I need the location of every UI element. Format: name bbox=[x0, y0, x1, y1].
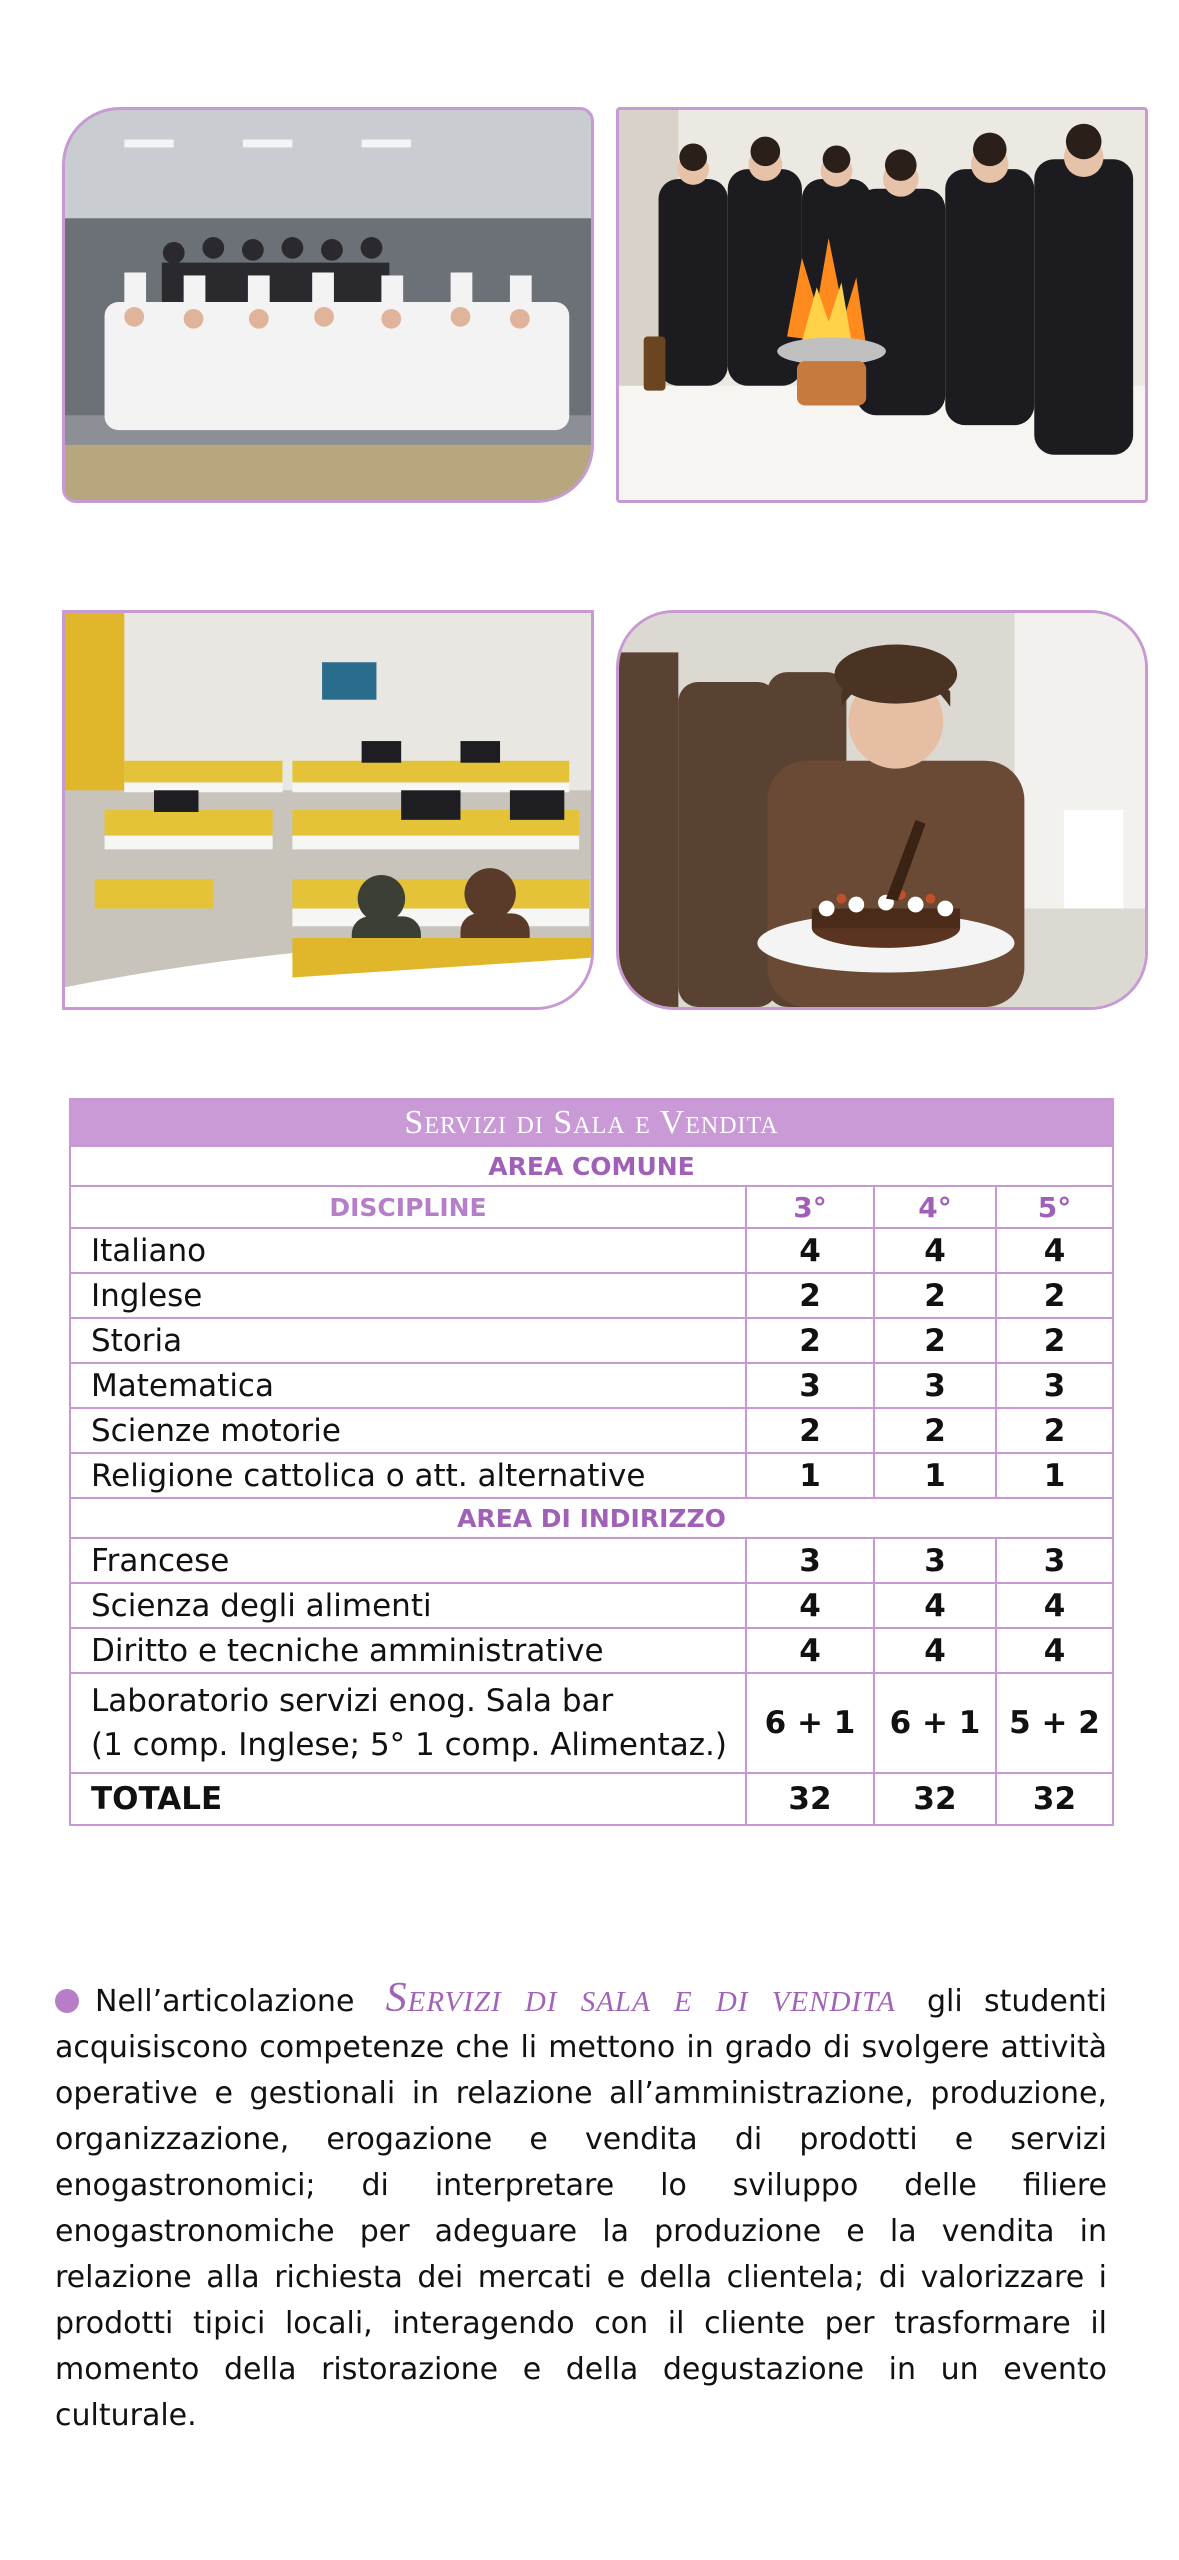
hours-year5: 5 + 2 bbox=[996, 1673, 1113, 1773]
subject-name: Inglese bbox=[70, 1273, 746, 1318]
subject-name: Religione cattolica o att. alternative bbox=[70, 1453, 746, 1498]
total-year5: 32 bbox=[996, 1773, 1113, 1825]
table-row bbox=[70, 1228, 1113, 1273]
total-label: TOTALE bbox=[70, 1773, 746, 1825]
hours-year4: 4 bbox=[874, 1228, 996, 1273]
hours-year5: 4 bbox=[996, 1228, 1113, 1273]
hours-year5: 3 bbox=[996, 1538, 1113, 1583]
subject-name: Francese bbox=[70, 1538, 746, 1583]
table-title: Servizi di Sala e Vendita bbox=[70, 1099, 1113, 1146]
description-paragraph bbox=[55, 1975, 1107, 2439]
hours-year3: 3 bbox=[746, 1363, 874, 1408]
subject-name: Storia bbox=[70, 1318, 746, 1363]
photo-flambe-service bbox=[616, 107, 1148, 503]
year5-header: 5° bbox=[996, 1186, 1113, 1228]
year4-header: 4° bbox=[874, 1186, 996, 1228]
hours-year5: 4 bbox=[996, 1628, 1113, 1673]
table-row-lab bbox=[70, 1673, 1113, 1773]
photo-kitchen-brigade bbox=[62, 107, 594, 503]
area-indirizzo-label: AREA DI INDIRIZZO bbox=[70, 1498, 1113, 1538]
hours-year4: 4 bbox=[874, 1628, 996, 1673]
hours-year4: 6 + 1 bbox=[874, 1673, 996, 1773]
hours-year5: 4 bbox=[996, 1583, 1113, 1628]
hours-year3: 2 bbox=[746, 1273, 874, 1318]
description-lead: Nell’articolazione bbox=[95, 1984, 355, 2019]
table-total-row bbox=[70, 1773, 1113, 1825]
area-comune-label: AREA COMUNE bbox=[70, 1146, 1113, 1186]
bullet-dot-icon bbox=[55, 1989, 79, 2013]
table-row bbox=[70, 1363, 1113, 1408]
subject-name: Scienza degli alimenti bbox=[70, 1583, 746, 1628]
hours-year4: 3 bbox=[874, 1538, 996, 1583]
hours-year3: 2 bbox=[746, 1408, 874, 1453]
photo-pastry-student bbox=[616, 610, 1148, 1010]
hours-year3: 3 bbox=[746, 1538, 874, 1583]
table-row bbox=[70, 1318, 1113, 1363]
area-indirizzo-row bbox=[70, 1498, 1113, 1538]
table-row bbox=[70, 1273, 1113, 1318]
subject-name: Italiano bbox=[70, 1228, 746, 1273]
table-title-row bbox=[70, 1099, 1113, 1146]
total-year4: 32 bbox=[874, 1773, 996, 1825]
hours-year5: 3 bbox=[996, 1363, 1113, 1408]
hours-year3: 6 + 1 bbox=[746, 1673, 874, 1773]
hours-year4: 1 bbox=[874, 1453, 996, 1498]
hours-year5: 2 bbox=[996, 1273, 1113, 1318]
lab-line-1: Laboratorio servizi enog. Sala bar bbox=[91, 1683, 614, 1719]
total-year3: 32 bbox=[746, 1773, 874, 1825]
table-row bbox=[70, 1628, 1113, 1673]
hours-year4: 3 bbox=[874, 1363, 996, 1408]
hours-year3: 4 bbox=[746, 1228, 874, 1273]
hours-year5: 1 bbox=[996, 1453, 1113, 1498]
description-highlight: Servizi di sala e di vendita bbox=[385, 1975, 896, 2021]
hours-year4: 2 bbox=[874, 1273, 996, 1318]
subject-name: Scienze motorie bbox=[70, 1408, 746, 1453]
area-comune-row bbox=[70, 1146, 1113, 1186]
hours-year4: 2 bbox=[874, 1408, 996, 1453]
hours-year5: 2 bbox=[996, 1408, 1113, 1453]
subject-name-lab bbox=[70, 1673, 746, 1773]
table-row bbox=[70, 1538, 1113, 1583]
table-row bbox=[70, 1583, 1113, 1628]
subject-name: Matematica bbox=[70, 1363, 746, 1408]
subject-name: Diritto e tecniche amministrative bbox=[70, 1628, 746, 1673]
table-row bbox=[70, 1408, 1113, 1453]
year3-header: 3° bbox=[746, 1186, 874, 1228]
hours-year5: 2 bbox=[996, 1318, 1113, 1363]
table-row bbox=[70, 1453, 1113, 1498]
hours-year4: 2 bbox=[874, 1318, 996, 1363]
table-header-row bbox=[70, 1186, 1113, 1228]
hours-year3: 1 bbox=[746, 1453, 874, 1498]
photo-computer-lab bbox=[62, 610, 594, 1010]
discipline-header: DISCIPLINE bbox=[70, 1186, 746, 1228]
curriculum-table bbox=[69, 1098, 1114, 1826]
lab-line-2: (1 comp. Inglese; 5° 1 comp. Alimentaz.) bbox=[91, 1727, 727, 1763]
hours-year4: 4 bbox=[874, 1583, 996, 1628]
hours-year3: 4 bbox=[746, 1583, 874, 1628]
hours-year3: 2 bbox=[746, 1318, 874, 1363]
description-body: gli studenti acquisiscono competenze che li mettono in grado di svolgere attività operative e gestionali in relazione all’amministrazione, produzione, organizzazione, erogazione e vendita di prodotti e servizi enogastronomici; di interpretare lo sviluppo delle filiere enogastronomiche per adeguare la produzione e la vendita in relazione alla richiesta dei mercati e della clientela; di valorizzare i prodotti tipici locali, interagendo con il cliente per trasformare il momento della ristorazione e della degustazione in un evento culturale. bbox=[55, 1984, 1107, 2433]
hours-year3: 4 bbox=[746, 1628, 874, 1673]
